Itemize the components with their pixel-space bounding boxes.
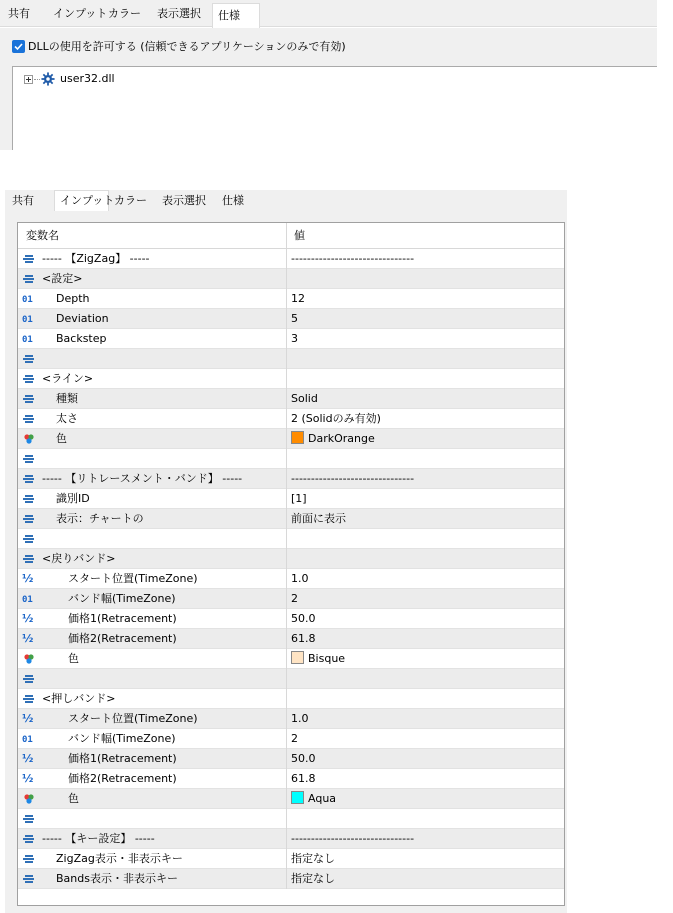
table-row[interactable] bbox=[18, 649, 564, 669]
glyph-bar bbox=[25, 461, 33, 463]
variable-name: 種類 bbox=[56, 392, 78, 405]
integer-type-glyph: 01 bbox=[22, 335, 33, 345]
glyph-bar bbox=[23, 258, 34, 260]
tab-colors[interactable]: カラー bbox=[108, 7, 141, 20]
column-divider bbox=[286, 709, 287, 729]
glyph-bar bbox=[25, 281, 33, 283]
variable-value[interactable]: 1.0 bbox=[291, 712, 309, 725]
column-divider bbox=[286, 249, 287, 269]
variable-value[interactable]: 前面に表示 bbox=[291, 512, 346, 525]
table-row[interactable] bbox=[18, 689, 564, 709]
glyph-bar bbox=[25, 361, 33, 363]
column-divider bbox=[286, 349, 287, 369]
variable-value[interactable]: 5 bbox=[291, 312, 298, 325]
double-type-icon bbox=[22, 632, 36, 646]
table-row[interactable] bbox=[18, 349, 564, 369]
column-divider bbox=[286, 649, 287, 669]
glyph-bar bbox=[25, 855, 33, 857]
variable-name: Depth bbox=[56, 292, 90, 305]
glyph-bar bbox=[23, 358, 34, 360]
column-divider bbox=[286, 389, 287, 409]
glyph-bar bbox=[25, 355, 33, 357]
tree-connector bbox=[34, 79, 40, 80]
column-divider bbox=[286, 589, 287, 609]
string-type-icon bbox=[22, 532, 36, 546]
variable-value[interactable]: ------------------------------- bbox=[291, 252, 415, 265]
variable-name: スタート位置(TimeZone) bbox=[68, 572, 198, 585]
variable-value[interactable] bbox=[291, 429, 375, 449]
tab-strip bbox=[5, 190, 567, 212]
column-divider bbox=[286, 269, 287, 289]
inputs-grid[interactable] bbox=[17, 222, 565, 906]
properties-panel-inputs bbox=[5, 190, 567, 913]
tab-common[interactable]: 共有 bbox=[12, 194, 34, 207]
glyph-bar bbox=[25, 541, 33, 543]
variable-value[interactable]: 2 bbox=[291, 592, 298, 605]
color-name: DarkOrange bbox=[308, 432, 375, 445]
column-divider bbox=[286, 309, 287, 329]
variable-value[interactable]: ------------------------------- bbox=[291, 472, 415, 485]
column-divider bbox=[286, 669, 287, 689]
integer-type-icon bbox=[22, 292, 36, 306]
table-row[interactable] bbox=[18, 669, 564, 689]
double-type-glyph: ½ bbox=[22, 612, 34, 625]
double-type-glyph: ½ bbox=[22, 572, 34, 585]
table-row[interactable] bbox=[18, 549, 564, 569]
glyph-bar bbox=[25, 861, 33, 863]
table-row[interactable] bbox=[18, 309, 564, 329]
double-type-icon bbox=[22, 752, 36, 766]
color-type-icon bbox=[22, 432, 36, 446]
color-type-icon bbox=[22, 652, 36, 666]
variable-value[interactable]: 指定なし bbox=[291, 852, 335, 865]
glyph-bar bbox=[25, 421, 33, 423]
dll-name[interactable]: user32.dll bbox=[60, 72, 115, 85]
string-type-icon bbox=[22, 352, 36, 366]
table-row[interactable] bbox=[18, 249, 564, 269]
integer-type-glyph: 01 bbox=[22, 595, 33, 605]
string-type-icon bbox=[22, 472, 36, 486]
integer-type-icon bbox=[22, 312, 36, 326]
string-type-icon bbox=[22, 692, 36, 706]
variable-value[interactable]: 2 bbox=[291, 732, 298, 745]
column-divider bbox=[286, 849, 287, 869]
glyph-bar bbox=[23, 558, 34, 560]
table-row[interactable] bbox=[18, 829, 564, 849]
double-type-glyph: ½ bbox=[22, 712, 34, 725]
column-divider bbox=[286, 469, 287, 489]
glyph-bar bbox=[25, 415, 33, 417]
table-row[interactable] bbox=[18, 469, 564, 489]
glyph-bar bbox=[25, 395, 33, 397]
double-type-glyph: ½ bbox=[22, 632, 34, 645]
column-divider bbox=[286, 509, 287, 529]
tab-inputs[interactable]: インプット bbox=[53, 7, 108, 20]
table-row[interactable] bbox=[18, 389, 564, 409]
string-type-icon bbox=[22, 872, 36, 886]
glyph-bar bbox=[23, 378, 34, 380]
variable-name: ----- 【ZigZag】 ----- bbox=[42, 252, 150, 265]
tab-colors[interactable]: カラー bbox=[114, 194, 147, 207]
glyph-bar bbox=[23, 858, 34, 860]
glyph-bar bbox=[25, 881, 33, 883]
string-type-icon bbox=[22, 552, 36, 566]
integer-type-glyph: 01 bbox=[22, 315, 33, 325]
variable-name: バンド幅(TimeZone) bbox=[68, 592, 176, 605]
string-type-icon bbox=[22, 852, 36, 866]
glyph-bar bbox=[25, 675, 33, 677]
variable-value[interactable]: ------------------------------- bbox=[291, 832, 415, 845]
integer-type-icon bbox=[22, 332, 36, 346]
table-row[interactable] bbox=[18, 269, 564, 289]
grid-header bbox=[18, 223, 564, 249]
double-type-glyph: ½ bbox=[22, 772, 34, 785]
glyph-bar bbox=[23, 398, 34, 400]
table-row[interactable] bbox=[18, 529, 564, 549]
variable-value[interactable]: [1] bbox=[291, 492, 307, 505]
integer-type-icon bbox=[22, 592, 36, 606]
string-type-icon bbox=[22, 392, 36, 406]
column-divider bbox=[286, 529, 287, 549]
glyph-bar bbox=[25, 875, 33, 877]
glyph-bar bbox=[25, 555, 33, 557]
column-divider bbox=[286, 449, 287, 469]
color-swatch bbox=[291, 791, 304, 804]
integer-type-glyph: 01 bbox=[22, 295, 33, 305]
glyph-bar bbox=[23, 498, 34, 500]
table-row[interactable] bbox=[18, 569, 564, 589]
column-divider bbox=[286, 223, 287, 249]
glyph-bar bbox=[23, 818, 34, 820]
glyph-bar bbox=[25, 815, 33, 817]
glyph-bar bbox=[25, 681, 33, 683]
variable-value[interactable]: 61.8 bbox=[291, 632, 316, 645]
variable-value[interactable]: 12 bbox=[291, 292, 305, 305]
double-type-glyph: ½ bbox=[22, 752, 34, 765]
column-divider bbox=[286, 429, 287, 449]
glyph-bar bbox=[25, 535, 33, 537]
table-row[interactable] bbox=[18, 809, 564, 829]
double-type-icon bbox=[22, 612, 36, 626]
variable-value[interactable]: Solid bbox=[291, 392, 318, 405]
string-type-icon bbox=[22, 272, 36, 286]
string-type-icon bbox=[22, 252, 36, 266]
glyph-bar bbox=[23, 478, 34, 480]
color-name: Bisque bbox=[308, 652, 346, 665]
variable-name: <戻りバンド> bbox=[42, 552, 116, 565]
double-type-icon bbox=[22, 712, 36, 726]
glyph-bar bbox=[25, 835, 33, 837]
variable-value[interactable]: 1.0 bbox=[291, 572, 309, 585]
variable-name: スタート位置(TimeZone) bbox=[68, 712, 198, 725]
column-divider bbox=[286, 289, 287, 309]
table-row[interactable] bbox=[18, 449, 564, 469]
column-divider bbox=[286, 829, 287, 849]
expand-icon[interactable] bbox=[24, 75, 33, 84]
variable-value[interactable] bbox=[291, 789, 336, 809]
glyph-bar bbox=[25, 561, 33, 563]
table-row[interactable] bbox=[18, 749, 564, 769]
column-divider bbox=[286, 729, 287, 749]
tab-dependencies[interactable]: 仕様 bbox=[222, 194, 244, 207]
glyph-bar bbox=[25, 275, 33, 277]
table-row[interactable] bbox=[18, 769, 564, 789]
column-divider bbox=[286, 549, 287, 569]
glyph-bar bbox=[25, 701, 33, 703]
table-row[interactable] bbox=[18, 709, 564, 729]
table-row[interactable] bbox=[18, 489, 564, 509]
table-row[interactable] bbox=[18, 429, 564, 449]
tab-visualization[interactable]: 表示選択 bbox=[162, 194, 206, 207]
string-type-icon bbox=[22, 372, 36, 386]
table-row[interactable] bbox=[18, 849, 564, 869]
gear-icon bbox=[41, 72, 55, 86]
tab-visualization[interactable]: 表示選択 bbox=[157, 7, 201, 20]
column-divider bbox=[286, 489, 287, 509]
variable-name: ----- 【キー設定】 ----- bbox=[42, 832, 155, 845]
variable-value[interactable]: 50.0 bbox=[291, 612, 316, 625]
variable-name: バンド幅(TimeZone) bbox=[68, 732, 176, 745]
tab-dependencies[interactable]: 仕様 bbox=[212, 3, 260, 28]
glyph-bar bbox=[23, 418, 34, 420]
column-divider bbox=[286, 769, 287, 789]
table-row[interactable] bbox=[18, 609, 564, 629]
column-divider bbox=[286, 809, 287, 829]
glyph-bar bbox=[25, 381, 33, 383]
tab-common[interactable]: 共有 bbox=[8, 7, 30, 20]
properties-panel-top bbox=[0, 0, 657, 150]
color-type-icon bbox=[22, 792, 36, 806]
palette-icon bbox=[22, 792, 36, 806]
tab-strip bbox=[0, 0, 657, 27]
column-divider bbox=[286, 409, 287, 429]
string-type-icon bbox=[22, 832, 36, 846]
glyph-bar bbox=[23, 698, 34, 700]
double-type-icon bbox=[22, 572, 36, 586]
color-name: Aqua bbox=[308, 792, 337, 805]
glyph-bar bbox=[25, 481, 33, 483]
checkmark-icon bbox=[13, 41, 24, 52]
palette-icon bbox=[22, 652, 36, 666]
string-type-icon bbox=[22, 512, 36, 526]
glyph-bar bbox=[25, 521, 33, 523]
glyph-bar bbox=[25, 495, 33, 497]
table-row[interactable] bbox=[18, 409, 564, 429]
column-divider bbox=[286, 789, 287, 809]
palette-icon bbox=[22, 432, 36, 446]
integer-type-icon bbox=[22, 732, 36, 746]
color-swatch bbox=[291, 431, 304, 444]
variable-name: 色 bbox=[68, 652, 79, 665]
column-divider bbox=[286, 329, 287, 349]
column-divider bbox=[286, 749, 287, 769]
grid-rows bbox=[18, 249, 564, 889]
glyph-bar bbox=[25, 261, 33, 263]
glyph-bar bbox=[25, 255, 33, 257]
glyph-bar bbox=[23, 278, 34, 280]
table-row[interactable] bbox=[18, 729, 564, 749]
variable-value[interactable]: 50.0 bbox=[291, 752, 316, 765]
variable-name: ----- 【リトレースメント・バンド】 ----- bbox=[42, 472, 243, 485]
glyph-bar bbox=[23, 678, 34, 680]
color-swatch bbox=[291, 651, 304, 664]
variable-name: 価格2(Retracement) bbox=[68, 632, 177, 645]
variable-name: <ライン> bbox=[42, 372, 94, 385]
string-type-icon bbox=[22, 812, 36, 826]
variable-name: 価格2(Retracement) bbox=[68, 772, 177, 785]
table-row[interactable] bbox=[18, 589, 564, 609]
variable-name: 表示：チャートの bbox=[56, 512, 144, 525]
table-row[interactable] bbox=[18, 869, 564, 889]
column-divider bbox=[286, 569, 287, 589]
glyph-bar bbox=[25, 695, 33, 697]
column-divider bbox=[286, 609, 287, 629]
table-row[interactable] bbox=[18, 629, 564, 649]
column-divider bbox=[286, 869, 287, 889]
string-type-icon bbox=[22, 452, 36, 466]
variable-value[interactable]: 指定なし bbox=[291, 872, 335, 885]
glyph-bar bbox=[23, 518, 34, 520]
variable-name: <押しバンド> bbox=[42, 692, 116, 705]
double-type-icon bbox=[22, 772, 36, 786]
glyph-bar bbox=[23, 838, 34, 840]
column-divider bbox=[286, 689, 287, 709]
glyph-bar bbox=[23, 458, 34, 460]
dll-list[interactable] bbox=[12, 66, 657, 150]
column-divider bbox=[286, 629, 287, 649]
variable-name: 識別ID bbox=[56, 492, 90, 505]
glyph-bar bbox=[25, 821, 33, 823]
table-row[interactable] bbox=[18, 509, 564, 529]
integer-type-glyph: 01 bbox=[22, 735, 33, 745]
glyph-bar bbox=[25, 475, 33, 477]
glyph-bar bbox=[25, 375, 33, 377]
variable-name: Bands表示・非表示キー bbox=[56, 872, 178, 885]
variable-name: 価格1(Retracement) bbox=[68, 752, 177, 765]
tab-inputs[interactable]: インプット bbox=[54, 190, 109, 212]
column-divider bbox=[286, 369, 287, 389]
variable-value[interactable]: 61.8 bbox=[291, 772, 316, 785]
table-row[interactable] bbox=[18, 369, 564, 389]
table-row[interactable] bbox=[18, 789, 564, 809]
variable-name: Deviation bbox=[56, 312, 109, 325]
string-type-icon bbox=[22, 492, 36, 506]
table-row[interactable] bbox=[18, 329, 564, 349]
variable-name: 太さ bbox=[56, 412, 78, 425]
column-header-value[interactable]: 値 bbox=[294, 229, 305, 242]
glyph-bar bbox=[25, 515, 33, 517]
variable-name: 色 bbox=[68, 792, 79, 805]
string-type-icon bbox=[22, 672, 36, 686]
glyph-bar bbox=[25, 501, 33, 503]
glyph-bar bbox=[25, 401, 33, 403]
variable-name: <設定> bbox=[42, 272, 83, 285]
variable-value[interactable]: 2 (Solidのみ有効) bbox=[291, 412, 381, 425]
allow-dll-checkbox[interactable] bbox=[12, 40, 25, 53]
glyph-bar bbox=[23, 878, 34, 880]
glyph-bar bbox=[25, 841, 33, 843]
table-row[interactable] bbox=[18, 289, 564, 309]
glyph-bar bbox=[23, 538, 34, 540]
string-type-icon bbox=[22, 412, 36, 426]
variable-name: ZigZag表示・非表示キー bbox=[56, 852, 183, 865]
column-header-name[interactable]: 変数名 bbox=[26, 229, 59, 242]
glyph-bar bbox=[25, 455, 33, 457]
allow-dll-label: DLLの使用を許可する (信頼できるアプリケーションのみで有効) bbox=[28, 40, 346, 53]
variable-name: 価格1(Retracement) bbox=[68, 612, 177, 625]
variable-name: 色 bbox=[56, 432, 67, 445]
variable-value[interactable]: 3 bbox=[291, 332, 298, 345]
variable-name: Backstep bbox=[56, 332, 107, 345]
variable-value[interactable] bbox=[291, 649, 345, 669]
